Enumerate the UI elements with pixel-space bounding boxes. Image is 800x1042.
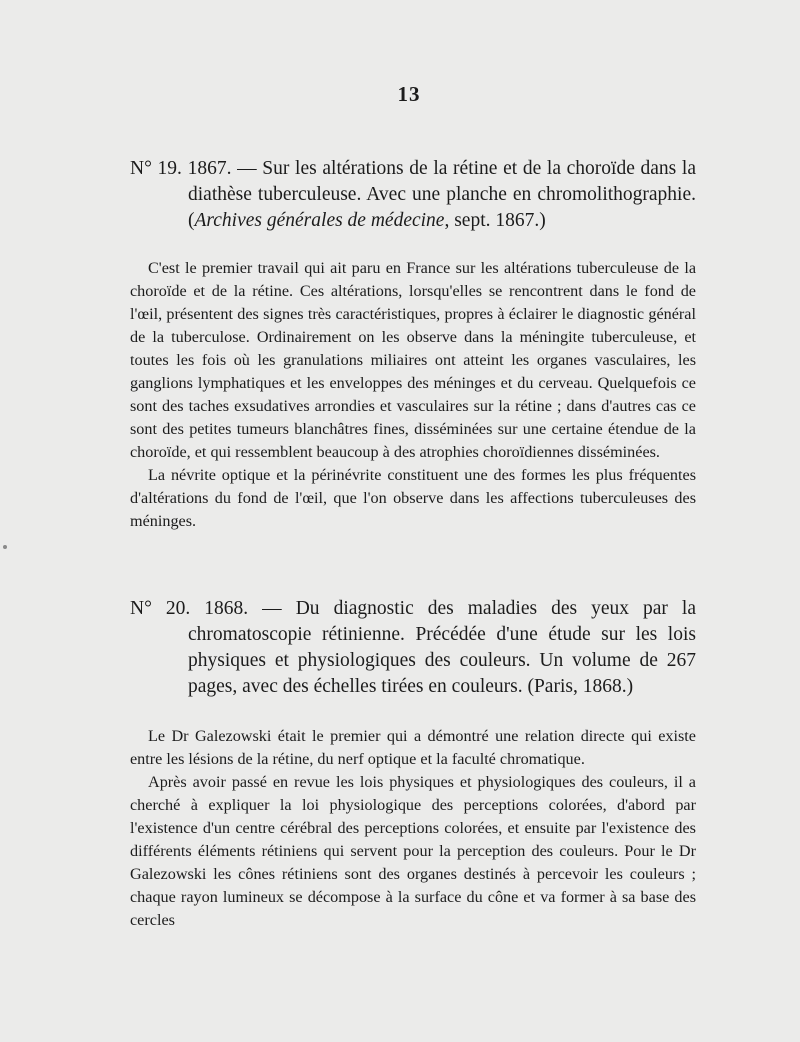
margin-mark	[3, 545, 7, 549]
entry-20-title: Du diagnostic des maladies des yeux par la chromatoscopie rétinienne. Précédée d'une étude sur les lois physiques et physiologiques des couleurs. Un volume de 267 pages, avec des échelles tirées en couleurs. (Paris, 1868.)	[188, 598, 697, 697]
entry-20-paragraph-1: Le Dr Galezowski était le premier qui a démontré une relation directe qui existe entre les lésions de la rétine, du nerf optique et la faculté chromatique.	[130, 727, 696, 768]
entry-20-number: N° 20. 1868. —	[130, 598, 282, 619]
entry-20-title-block	[130, 596, 696, 700]
entry-19-number: N° 19. 1867. —	[130, 158, 257, 179]
entry-19-paragraph-2: La névrite optique et la périnévrite constituent une des formes les plus fréquentes d'altérations du fond de l'œil, que l'on observe dans les affections tuberculeuses des méninges.	[130, 466, 696, 530]
entry-19-title: Sur les altérations de la rétine et de la choroïde dans la diathèse tuberculeuse. Avec une planche en chromolithographie. (	[188, 158, 696, 231]
entry-20-paragraph-2: Après avoir passé en revue les lois physiques et physiologiques des couleurs, il a cherché à expliquer la loi physiologique des perceptions colorées, d'abord par l'existence d'un centre cérébral des perceptions colorées, et ensuite par l'existence des différents éléments rétiniens qui servent pour la perception des couleurs. Pour le Dr Galezowski les cônes rétiniens sont des organes destinés à percevoir les couleurs ; chaque rayon lumineux se décompose à la surface du cône et va former à sa base des cercles	[130, 773, 696, 929]
entry-19-body	[130, 257, 696, 533]
entry-19-source-end: , sept. 1867.)	[444, 210, 546, 231]
page-number: 13	[397, 82, 421, 106]
entry-19-title-block	[130, 156, 696, 234]
entry-19-heading	[130, 156, 696, 234]
entry-19-paragraph-1: C'est le premier travail qui ait paru en France sur les altérations tuberculeuse de la choroïde et de la rétine. Ces altérations, lorsqu'elles se rencontrent dans le fond de l'œil, présentent des signes très caractéristiques, propres à éclairer le diagnostic général de la tuberculose. Ordinairement on les observe dans la méningite tuberculeuse, et toutes les fois où les granulations miliaires ont atteint les organes vasculaires, les ganglions lymphatiques et les enveloppes des méninges et du cerveau. Quelquefois ce sont des taches exsudatives arrondies et vasculaires sur la rétine ; dans d'autres cas ce sont des petites tumeurs blanchâtres fines, disséminées sur une certaine étendue de la choroïde, et qui ressemblent beaucoup à des atrophies choroïdiennes disséminées.	[130, 259, 696, 461]
entry-19-source: Archives générales de médecine	[194, 210, 445, 231]
entry-20-heading	[130, 596, 696, 700]
entry-20-body	[130, 725, 696, 932]
